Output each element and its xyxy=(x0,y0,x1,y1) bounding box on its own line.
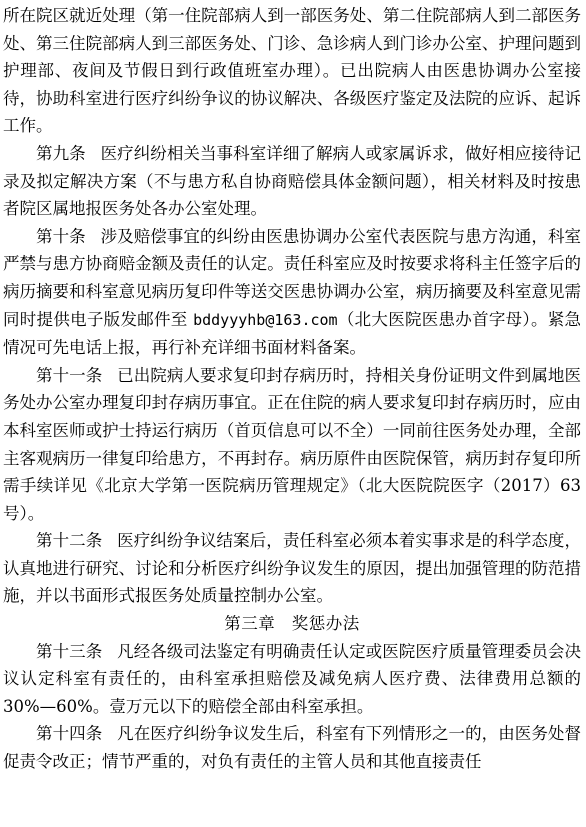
article-text: 医疗纠纷相关当事科室详细了解病人或家属诉求，做好相应接待记录及拟定解决方案（不与患方私自协商赔偿具体金额问题），相关材料及时按患者院区属地报医务处各办公室处理。 xyxy=(3,143,582,219)
article-heading: 第十一条 xyxy=(36,365,103,385)
article-12 xyxy=(3,527,581,610)
paragraph-text: 所在院区就近处理（第一住院部病人到一部医务处、第二住院部病人到二部医务处、第三住院部病人到三部医务处、门诊、急诊病人到门诊办公室、护理问题到护理部、夜间及节假日到行政值班室办理）。已出院病人由医患协调办公室接待，协助科室进行医疗纠纷争议的协议解决、各级医疗鉴定及法院的应诉、起诉工作。 xyxy=(3,6,581,136)
article-text: 医疗纠纷争议结案后，责任科室必须本着实事求是的科学态度，认真地进行研究、讨论和分析医疗纠纷争议发生的原因，提出加强管理的防范措施，并以书面形式报医务处质量控制办公室。 xyxy=(3,531,582,606)
article-11 xyxy=(3,362,581,528)
chapter-number: 第三章 xyxy=(224,614,276,634)
article-heading: 第十三条 xyxy=(36,641,103,661)
article-text: （北大医院医患办首字母）。紧急情况可先电话上报，再行补充详细书面材料备案。 xyxy=(3,309,581,358)
email-address: bddyyyhb@163.com xyxy=(193,310,338,329)
article-text: 凡经各级司法鉴定有明确责任认定或医院医疗质量管理委员会决议认定科室有责任的，由科室承担赔偿及减免病人医疗费、法律费用总额的30%—60%。壹万元以下的赔偿全部由科室承担。 xyxy=(3,641,582,716)
article-heading: 第十条 xyxy=(36,226,86,246)
document-page xyxy=(3,2,581,776)
article-13 xyxy=(3,638,581,721)
article-heading: 第九条 xyxy=(36,143,86,163)
chapter-heading xyxy=(3,610,581,638)
paragraph-continuation xyxy=(3,2,581,140)
article-14 xyxy=(3,720,581,775)
article-text: 凡在医疗纠纷争议发生后，科室有下列情形之一的，由医务处督促责令改正；情节严重的，对负有责任的主管人员和其他直接责任 xyxy=(3,724,582,772)
article-text: 已出院病人要求复印封存病历时，持相关身份证明文件到属地医务处办公室办理复印封存病历事宜。正在住院的病人要求复印封存病历时，应由本科室医师或护士持运行病历（首页信息可以不全）一同前往医务处办理，全部主客观病历一律复印给患方，不再封存。病历原件由医院保管，病历封存复印所需手续详见《北京大学第一医院病历管理规定》（北大医院院医字（2017）63号）。 xyxy=(3,365,582,523)
chapter-title: 奖惩办法 xyxy=(291,614,360,634)
article-heading: 第十四条 xyxy=(36,724,103,744)
article-heading: 第十二条 xyxy=(36,531,103,551)
article-text: 涉及赔偿事宜的纠纷由医患协调办公室代表医院与患方沟通，科室严禁与患方协商赔金额及责任的认定。责任科室应及时按要求将科主任签字后的病历摘要和科室意见病历复印件等送交医患协调办公室，病历摘要及科室意见需同时提供电子版发邮件至 xyxy=(3,226,582,329)
article-10 xyxy=(3,223,581,362)
article-9 xyxy=(3,140,581,223)
